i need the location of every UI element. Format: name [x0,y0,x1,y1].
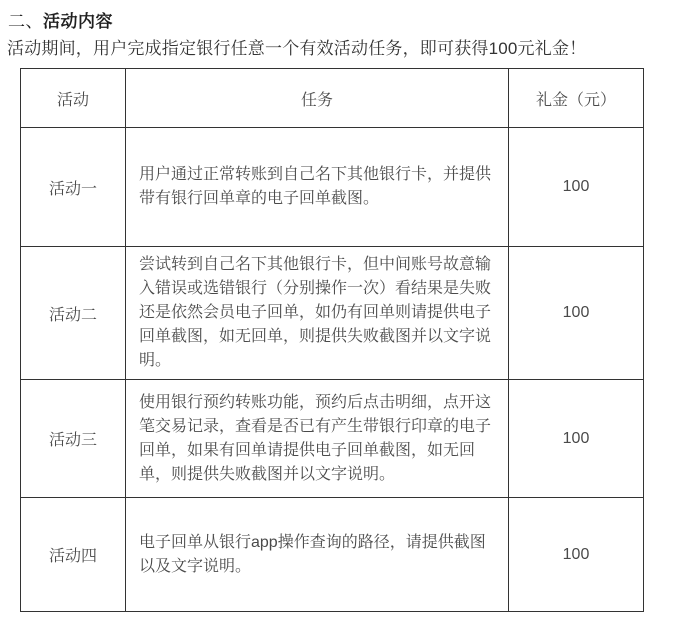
activity-cell: 活动二 [21,247,126,380]
activity-table [20,68,644,612]
column-header-activity: 活动 [21,69,126,128]
reward-cell: 100 [509,128,644,247]
column-header-task: 任务 [126,69,509,128]
activity-cell: 活动一 [21,128,126,247]
task-cell: 电子回单从银行app操作查询的路径，请提供截图以及文字说明。 [126,498,509,612]
activity-cell: 活动三 [21,380,126,498]
table-row [21,247,644,380]
table-row [21,498,644,612]
section-title-text: 活动内容 [43,12,113,31]
task-cell: 用户通过正常转账到自己名下其他银行卡，并提供带有银行回单章的电子回单截图。 [126,128,509,247]
task-cell: 使用银行预约转账功能，预约后点击明细，点开这笔交易记录，查看是否已有产生带银行印章的电子回单，如果有回单请提供电子回单截图，如无回单，则提供失败截图并以文字说明。 [126,380,509,498]
intro-paragraph: 活动期间，用户完成指定银行任意一个有效活动任务，即可获得100元礼金！ [7,39,587,58]
reward-cell: 100 [509,247,644,380]
table-row [21,128,644,247]
reward-cell: 100 [509,498,644,612]
reward-cell: 100 [509,380,644,498]
section-number: 二、 [8,12,43,31]
column-header-reward: 礼金（元） [509,69,644,128]
document-page [0,11,682,634]
section-title [8,11,682,33]
table-header-row [21,69,644,128]
task-cell: 尝试转到自己名下其他银行卡，但中间账号故意输入错误或选错银行（分别操作一次）看结果是失败还是依然会员电子回单，如仍有回单则请提供电子回单截图，如无回单，则提供失败截图并以文字说明。 [126,247,509,380]
table-row [21,380,644,498]
activity-cell: 活动四 [21,498,126,612]
